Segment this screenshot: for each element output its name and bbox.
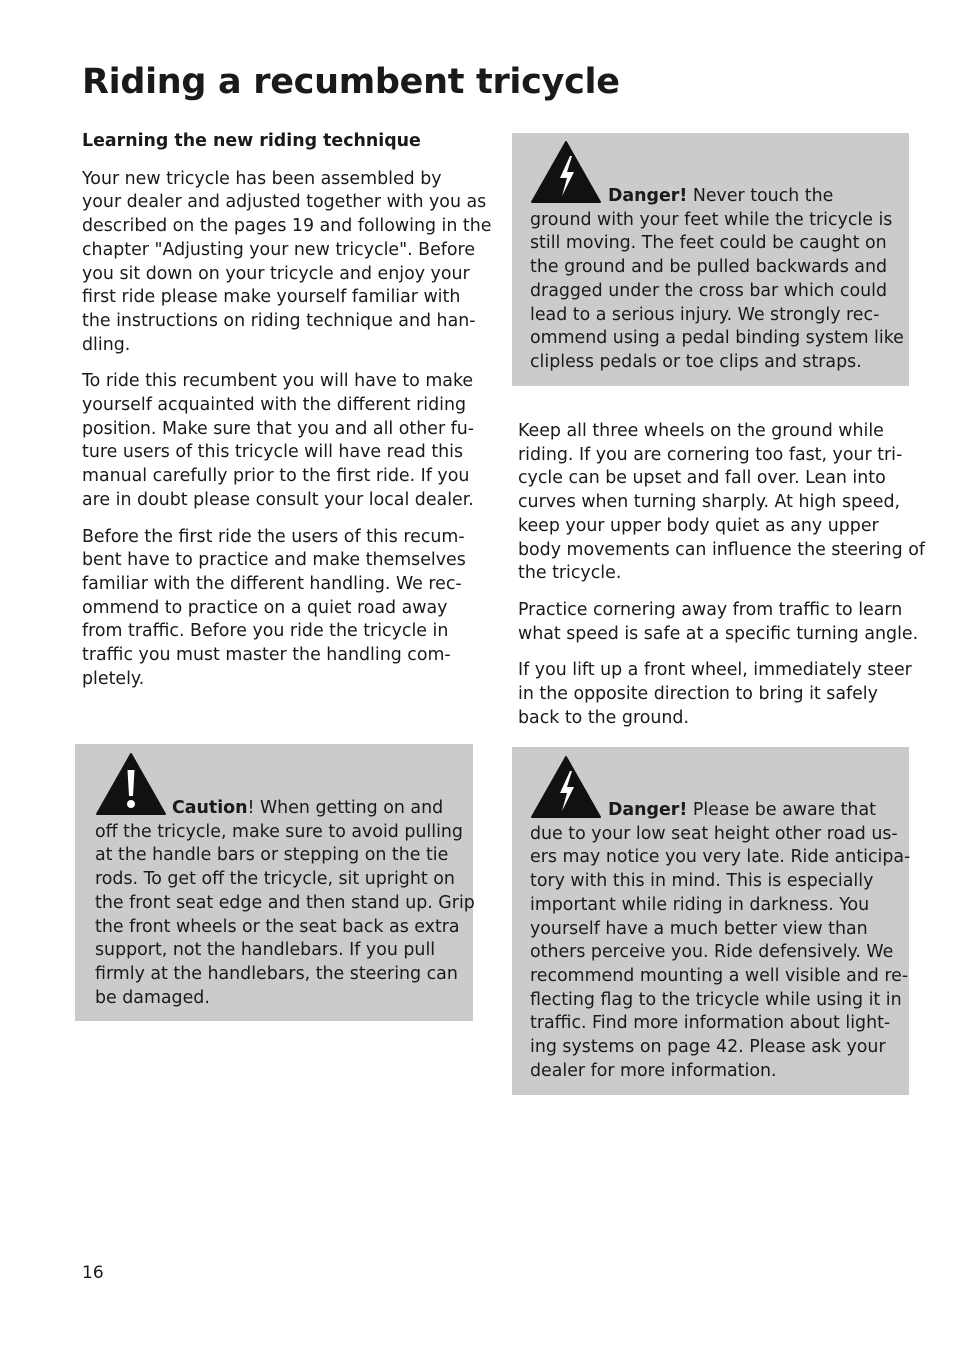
page-number: 16 [82,1263,104,1283]
danger-box-visibility [512,747,909,1095]
caution-text: Caution! When getting on and off the tricycle, make sure to avoid pulling at the handle bars or stepping on the tie rods. To get off the tricycle, sit upright on the front seat edge and then stand up. Grip the front wheels or the seat back as extra support, not the handlebars. If you pull firmly at the handlebars, the steering can be damaged. [95,798,475,1008]
section-heading: Learning the new riding technique [82,131,421,151]
danger-label: Danger! [608,800,688,820]
caution-box [75,744,473,1021]
paragraph-riding-position: To ride this recumbent you will have to make yourself acquainted with the different riding position. Make sure that you and all other fu- ture users of this tricycle will have read this manual carefully prior to the first ride. If you are in doubt please consult your local dealer. [82,371,475,510]
danger-label: Danger! [608,186,688,206]
danger-visibility-text: Danger! Please be aware that due to your low seat height other road us- ers may notice you very late. Ride anticipa- tory with this in mind. This is especially important while riding in darkness. You yourself have a much better view than others perceive you. Ride defensively. We recommend mounting a well visible and re- flecting flag to the tricycle while using it in traffic. Find more information about light- ing systems on page 42. Please ask your dealer for more information. [530,800,911,1081]
danger-feet-text: Danger! Never touch the ground with your feet while the tricycle is still moving. The feet could be caught on the ground and be pulled backwards and dragged under the cross bar which could lead to a serious injury. We strongly rec- ommend using a pedal binding system like clipless pedals or toe clips and straps. [530,186,904,372]
paragraph-cornering: Practice cornering away from traffic to learn what speed is safe at a specific turning angle. [518,599,919,644]
left-column [82,130,492,704]
paragraph-practice: Before the first ride the users of this recum- bent have to practice and make themselves familiar with the different handling. We rec- ommend to practice on a quiet road away from traffic. Before you ride the tricycle in traffic you must master the handling com- pletely. [82,526,466,689]
paragraph-wheels: Keep all three wheels on the ground while riding. If you are cornering too fast, your tri- cycle can be upset and fall over. Lean into curves when turning sharply. At high speed, keep your upper body quiet as any upper body movements can influence the steering of the tricycle. [518,421,925,584]
paragraph-intro: Your new tricycle has been assembled by your dealer and adjusted together with you as described on the pages 19 and following in the chapter "Adjusting your new tricycle". Before you sit down on your tricycle and enjoy your first ride please make yourself familiar with the instructions on riding technique and han- dling. [82,168,492,355]
right-column [518,420,925,743]
paragraph-front-wheel: If you lift up a front wheel, immediately steer in the opposite direction to bring it safely back to the ground. [518,660,912,728]
caution-label: Caution [172,798,248,818]
page-title: Riding a recumbent tricycle [82,62,620,102]
danger-box-feet [512,133,909,386]
